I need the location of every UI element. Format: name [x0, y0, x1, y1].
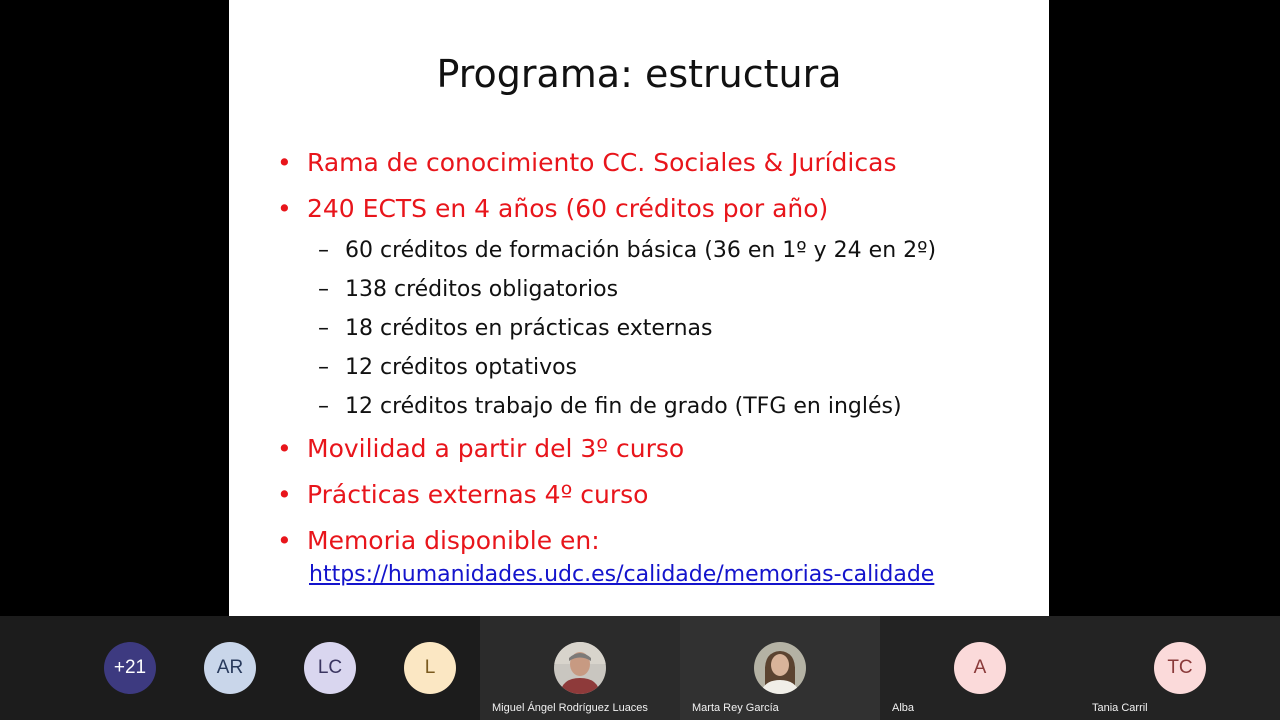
- bullet-text: Movilidad a partir del 3º curso: [307, 434, 685, 463]
- participant-avatar-ar[interactable]: AR: [204, 642, 256, 694]
- participant-name: Marta Rey García: [692, 702, 779, 714]
- bullet-icon: •: [277, 148, 292, 177]
- participant-name: Miguel Ángel Rodríguez Luaces: [492, 702, 648, 714]
- participant-name: Tania Carril: [1092, 702, 1148, 714]
- participant-tile[interactable]: [680, 616, 880, 720]
- dash-icon: –: [318, 394, 329, 419]
- dash-icon: –: [318, 277, 329, 302]
- participant-name: Alba: [892, 702, 915, 714]
- bullet-icon: •: [277, 480, 292, 509]
- sub-bullet-text: 138 créditos obligatorios: [345, 277, 619, 302]
- participant-photo: [554, 642, 606, 694]
- dash-icon: –: [318, 316, 329, 341]
- participant-tile[interactable]: [1080, 616, 1280, 720]
- bullet-text: Memoria disponible en:: [307, 526, 600, 555]
- bullet-text: Prácticas externas 4º curso: [307, 480, 649, 509]
- participant-avatar-a: A: [954, 642, 1006, 694]
- participant-tile[interactable]: [880, 616, 1080, 720]
- slide-title: Programa: estructura: [436, 52, 842, 96]
- bullet-icon: •: [277, 526, 292, 555]
- more-participants-button[interactable]: +21: [104, 642, 156, 694]
- participant-avatar-tc: TC: [1154, 642, 1206, 694]
- bullet-text: 240 ECTS en 4 años (60 créditos por año): [307, 194, 829, 223]
- sub-bullet-text: 12 créditos optativos: [345, 355, 578, 380]
- participant-avatar-l[interactable]: L: [404, 642, 456, 694]
- dash-icon: –: [318, 238, 329, 263]
- participant-tile[interactable]: [480, 616, 680, 720]
- bullet-icon: •: [277, 194, 292, 223]
- dash-icon: –: [318, 355, 329, 380]
- sub-bullet-text: 12 créditos trabajo de fin de grado (TFG en inglés): [345, 394, 902, 419]
- participant-photo: [754, 642, 806, 694]
- memoria-link[interactable]: https://humanidades.udc.es/calidade/memorias-calidade: [309, 562, 935, 587]
- participant-avatar-lc[interactable]: LC: [304, 642, 356, 694]
- sub-bullet-text: 18 créditos en prácticas externas: [345, 316, 713, 341]
- presentation-slide: [229, 0, 1049, 616]
- bullet-icon: •: [277, 434, 292, 463]
- sub-bullet-text: 60 créditos de formación básica (36 en 1º y 24 en 2º): [345, 238, 937, 263]
- bullet-text: Rama de conocimiento CC. Sociales & Jurídicas: [307, 148, 897, 177]
